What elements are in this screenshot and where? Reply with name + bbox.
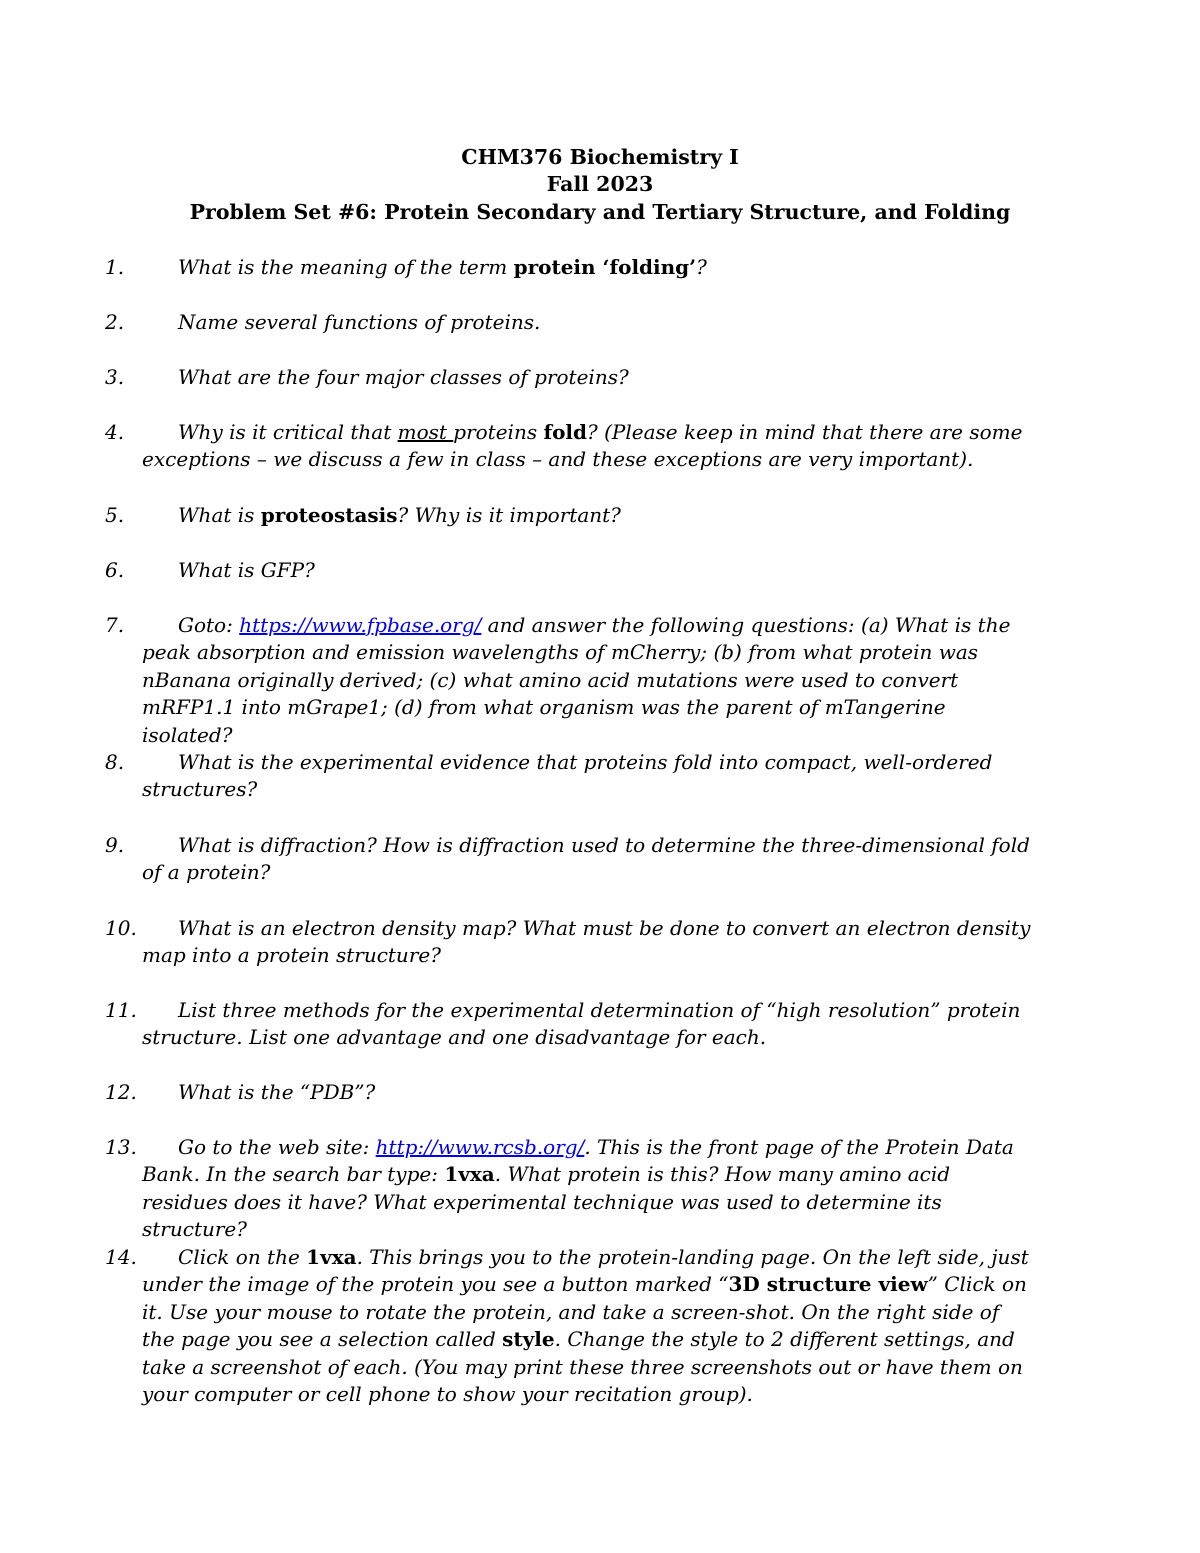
question-7 <box>105 612 1035 749</box>
question-10 <box>105 915 1035 970</box>
question-3 <box>105 364 1035 391</box>
question-text: and answer the following questions: (a) What is the peak absorption and emission wavelengths of mCherry; (b) from what protein was nBanana originally derived; (c) what amino acid mutations were used to convert mRFP1.1 into mGrape1; (d) from what organism was the parent of mTangerine isolated? <box>142 613 1011 747</box>
question-text: Go to the web site: <box>178 1135 376 1159</box>
question-5 <box>105 502 1035 529</box>
question-bold: proteostasis <box>260 503 398 527</box>
question-text: What is an electron density map? What must be done to convert an electron density map into a protein structure? <box>142 916 1031 968</box>
question-underline: most <box>397 420 454 444</box>
question-number: 10. <box>105 916 137 940</box>
question-text: What is the “PDB”? <box>178 1080 376 1104</box>
question-text: List three methods for the experimental determination of “high resolution” protein structure. List one advantage and one disadvantage for each. <box>142 998 1021 1050</box>
question-text: What are the four major classes of proteins? <box>178 365 629 389</box>
question-number: 7. <box>105 613 125 637</box>
question-text: Click on the <box>178 1245 307 1269</box>
question-14 <box>105 1244 1035 1408</box>
question-number: 5. <box>105 503 125 527</box>
question-number: 8. <box>105 750 125 774</box>
question-text: . This is the front page of the Protein Data Bank. In the search bar type: <box>142 1135 1014 1187</box>
question-text: proteins <box>453 420 544 444</box>
question-text: ? <box>696 255 707 279</box>
question-text: ? Why is it important? <box>397 503 621 527</box>
question-text: What is diffraction? How is diffraction used to determine the three-dimensional fold of a protein? <box>142 833 1030 885</box>
question-bold: protein ‘folding’ <box>513 255 697 279</box>
question-bold: 3D structure view <box>728 1272 928 1297</box>
question-bold: fold <box>543 420 587 444</box>
question-text: What is the experimental evidence that proteins fold into compact, well-ordered structures? <box>142 750 993 802</box>
question-1 <box>105 254 1035 281</box>
question-8 <box>105 749 1035 804</box>
question-number: 14. <box>105 1245 137 1269</box>
question-number: 4. <box>105 420 125 444</box>
question-text: What is the meaning of the term <box>178 255 514 279</box>
question-text: What is <box>178 503 261 527</box>
question-text: . What protein is this? How many amino acid residues does it have? What experimental technique was used to determine its structure? <box>142 1162 951 1242</box>
question-number: 3. <box>105 365 125 389</box>
course-title: CHM376 Biochemistry I <box>461 145 739 169</box>
question-6 <box>105 557 1035 584</box>
question-11 <box>105 997 1035 1052</box>
question-text: . This brings you to the protein-landing page. On the left side, just under the image of the protein you see a button marked “ <box>142 1245 1029 1297</box>
question-text: Why is it critical that <box>178 420 398 444</box>
problem-set-title: Problem Set #6: Protein Secondary and Tertiary Structure, and Folding <box>189 200 1011 224</box>
question-9 <box>105 832 1035 887</box>
question-number: 2. <box>105 310 125 334</box>
question-number: 11. <box>105 998 137 1022</box>
question-bold: 1vxa <box>444 1162 495 1187</box>
question-number: 9. <box>105 833 125 857</box>
question-bold: 1vxa <box>306 1245 357 1269</box>
question-12 <box>105 1079 1035 1106</box>
question-text: ? (Please keep in mind that there are some exceptions – we discuss a few in class – and these exceptions are very important). <box>142 420 1023 472</box>
fpbase-link[interactable]: https://www.fpbase.org/ <box>239 613 482 637</box>
term-label: Fall 2023 <box>546 172 654 196</box>
question-number: 6. <box>105 558 125 582</box>
question-text: Goto: <box>178 613 240 637</box>
rcsb-link[interactable]: http://www.rcsb.org/ <box>375 1135 585 1159</box>
question-13 <box>105 1134 1035 1244</box>
question-4 <box>105 419 1035 474</box>
question-number: 13. <box>105 1135 137 1159</box>
question-bold: style <box>502 1327 555 1352</box>
question-number: 12. <box>105 1080 137 1104</box>
question-number: 1. <box>105 255 125 279</box>
question-2 <box>105 309 1035 336</box>
question-text: What is GFP? <box>178 558 315 582</box>
question-text: Name several functions of proteins. <box>178 310 541 334</box>
question-text: . Change the style to 2 different settings, and take a screenshot of each. (You may print these three screenshots out or have them on your computer or cell phone to show your recitation group). <box>142 1327 1023 1407</box>
question-text: ” Click on it. Use your mouse to rotate the protein, and take a screen-shot. On the right side of the page you see a selection called <box>142 1272 1027 1352</box>
